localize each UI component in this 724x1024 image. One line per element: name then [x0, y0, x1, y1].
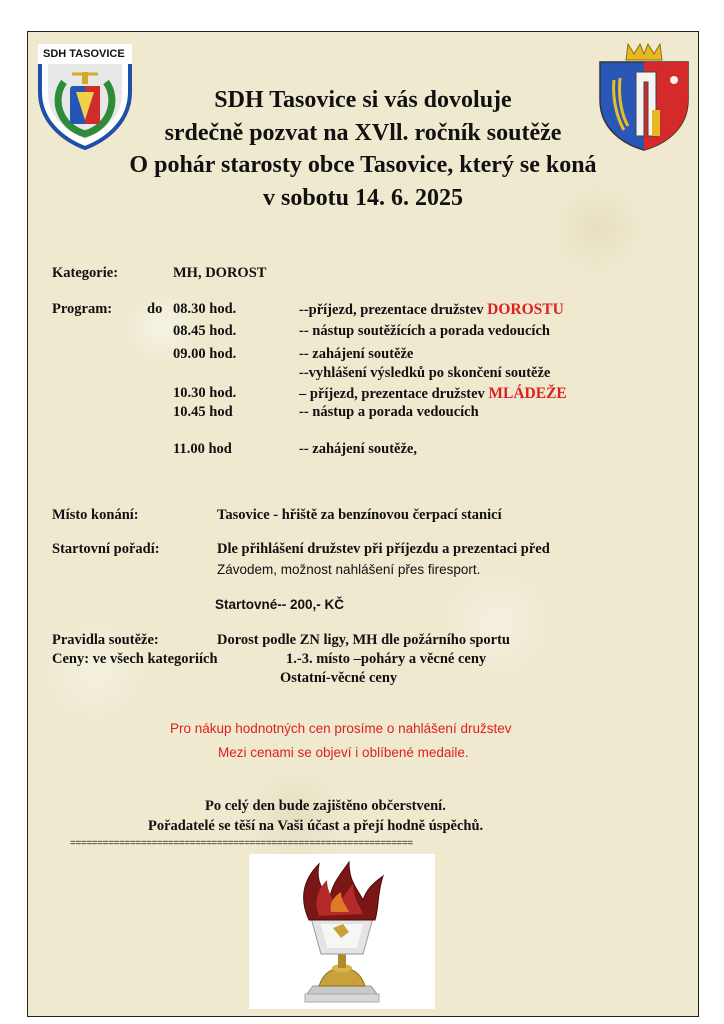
category-label: Kategorie:: [52, 265, 119, 281]
category-value: MH, DOROST: [173, 265, 267, 281]
invitation-page: [27, 31, 699, 1017]
program-desc: -- nástup a porada vedoucích: [299, 404, 479, 420]
program-desc: -- zahájení soutěže: [299, 346, 414, 362]
program-time: 10.45 hod: [173, 404, 233, 420]
start-order-line-2: Závodem, možnost nahlášení přes firesport.: [217, 562, 481, 577]
notice-line-2: Mezi cenami se objeví i oblíbené medaile.: [218, 745, 469, 760]
program-desc: -- nástup soutěžících a porada vedoucích: [299, 323, 550, 339]
program-time: 11.00 hod: [173, 441, 232, 457]
program-desc: --vyhlášení výsledků po skončení soutěže: [299, 365, 551, 381]
title-line-4: v sobotu 14. 6. 2025: [262, 185, 464, 211]
trophy-icon: [249, 854, 435, 1009]
title-line-3: O pohár starosty obce Tasovice, který se koná: [129, 152, 597, 178]
program-time: 08.30 hod.: [173, 301, 237, 317]
title-line-2: srdečně pozvat na XVll. ročník soutěže: [164, 120, 562, 146]
venue-value: Tasovice - hřiště za benzínovou čerpací stanicí: [217, 507, 502, 523]
closing-line-1: Po celý den bude zajištěno občerstvení.: [205, 798, 446, 814]
title-line-1: SDH Tasovice si vás dovoluje: [214, 87, 512, 113]
program-time: 10.30 hod.: [173, 385, 237, 401]
program-time: 09.00 hod.: [173, 346, 237, 362]
fee: Startovné-- 200,- KČ: [215, 597, 345, 612]
rules-value: Dorost podle ZN ligy, MH dle požárního sportu: [217, 632, 510, 648]
program-desc: --příjezd, prezentace družstev DOROSTU: [299, 301, 564, 318]
divider: ===============================================================: [70, 838, 413, 849]
program-label: Program:: [52, 301, 113, 317]
prizes-line-1: 1.-3. místo –poháry a věcné ceny: [286, 651, 487, 667]
start-order-label: Startovní pořadí:: [52, 541, 160, 557]
program-desc: -- zahájení soutěže,: [299, 441, 417, 457]
program-highlight-dorost: DOROSTU: [487, 301, 564, 318]
closing-line-2: Pořadatelé se těší na Vaši účast a přejí hodně úspěchů.: [148, 818, 484, 834]
program-highlight-mladeze: MLÁDEŽE: [488, 385, 567, 402]
notice-line-1: Pro nákup hodnotných cen prosíme o nahlášení družstev: [170, 721, 512, 736]
program-prefix: do: [147, 301, 163, 317]
prizes-label: Ceny: ve všech kategoriích: [52, 651, 218, 667]
rules-label: Pravidla soutěže:: [52, 632, 159, 648]
sdh-logo-text: SDH TASOVICE: [43, 48, 125, 60]
start-order-line-1: Dle přihlášení družstev při příjezdu a prezentaci před: [217, 541, 550, 557]
trophy-image: [249, 854, 435, 1009]
program-desc: – příjezd, prezentace družstev MLÁDEŽE: [299, 385, 567, 402]
prizes-line-2: Ostatní-věcné ceny: [280, 670, 398, 686]
program-time: 08.45 hod.: [173, 323, 237, 339]
venue-label: Místo konání:: [52, 507, 139, 523]
